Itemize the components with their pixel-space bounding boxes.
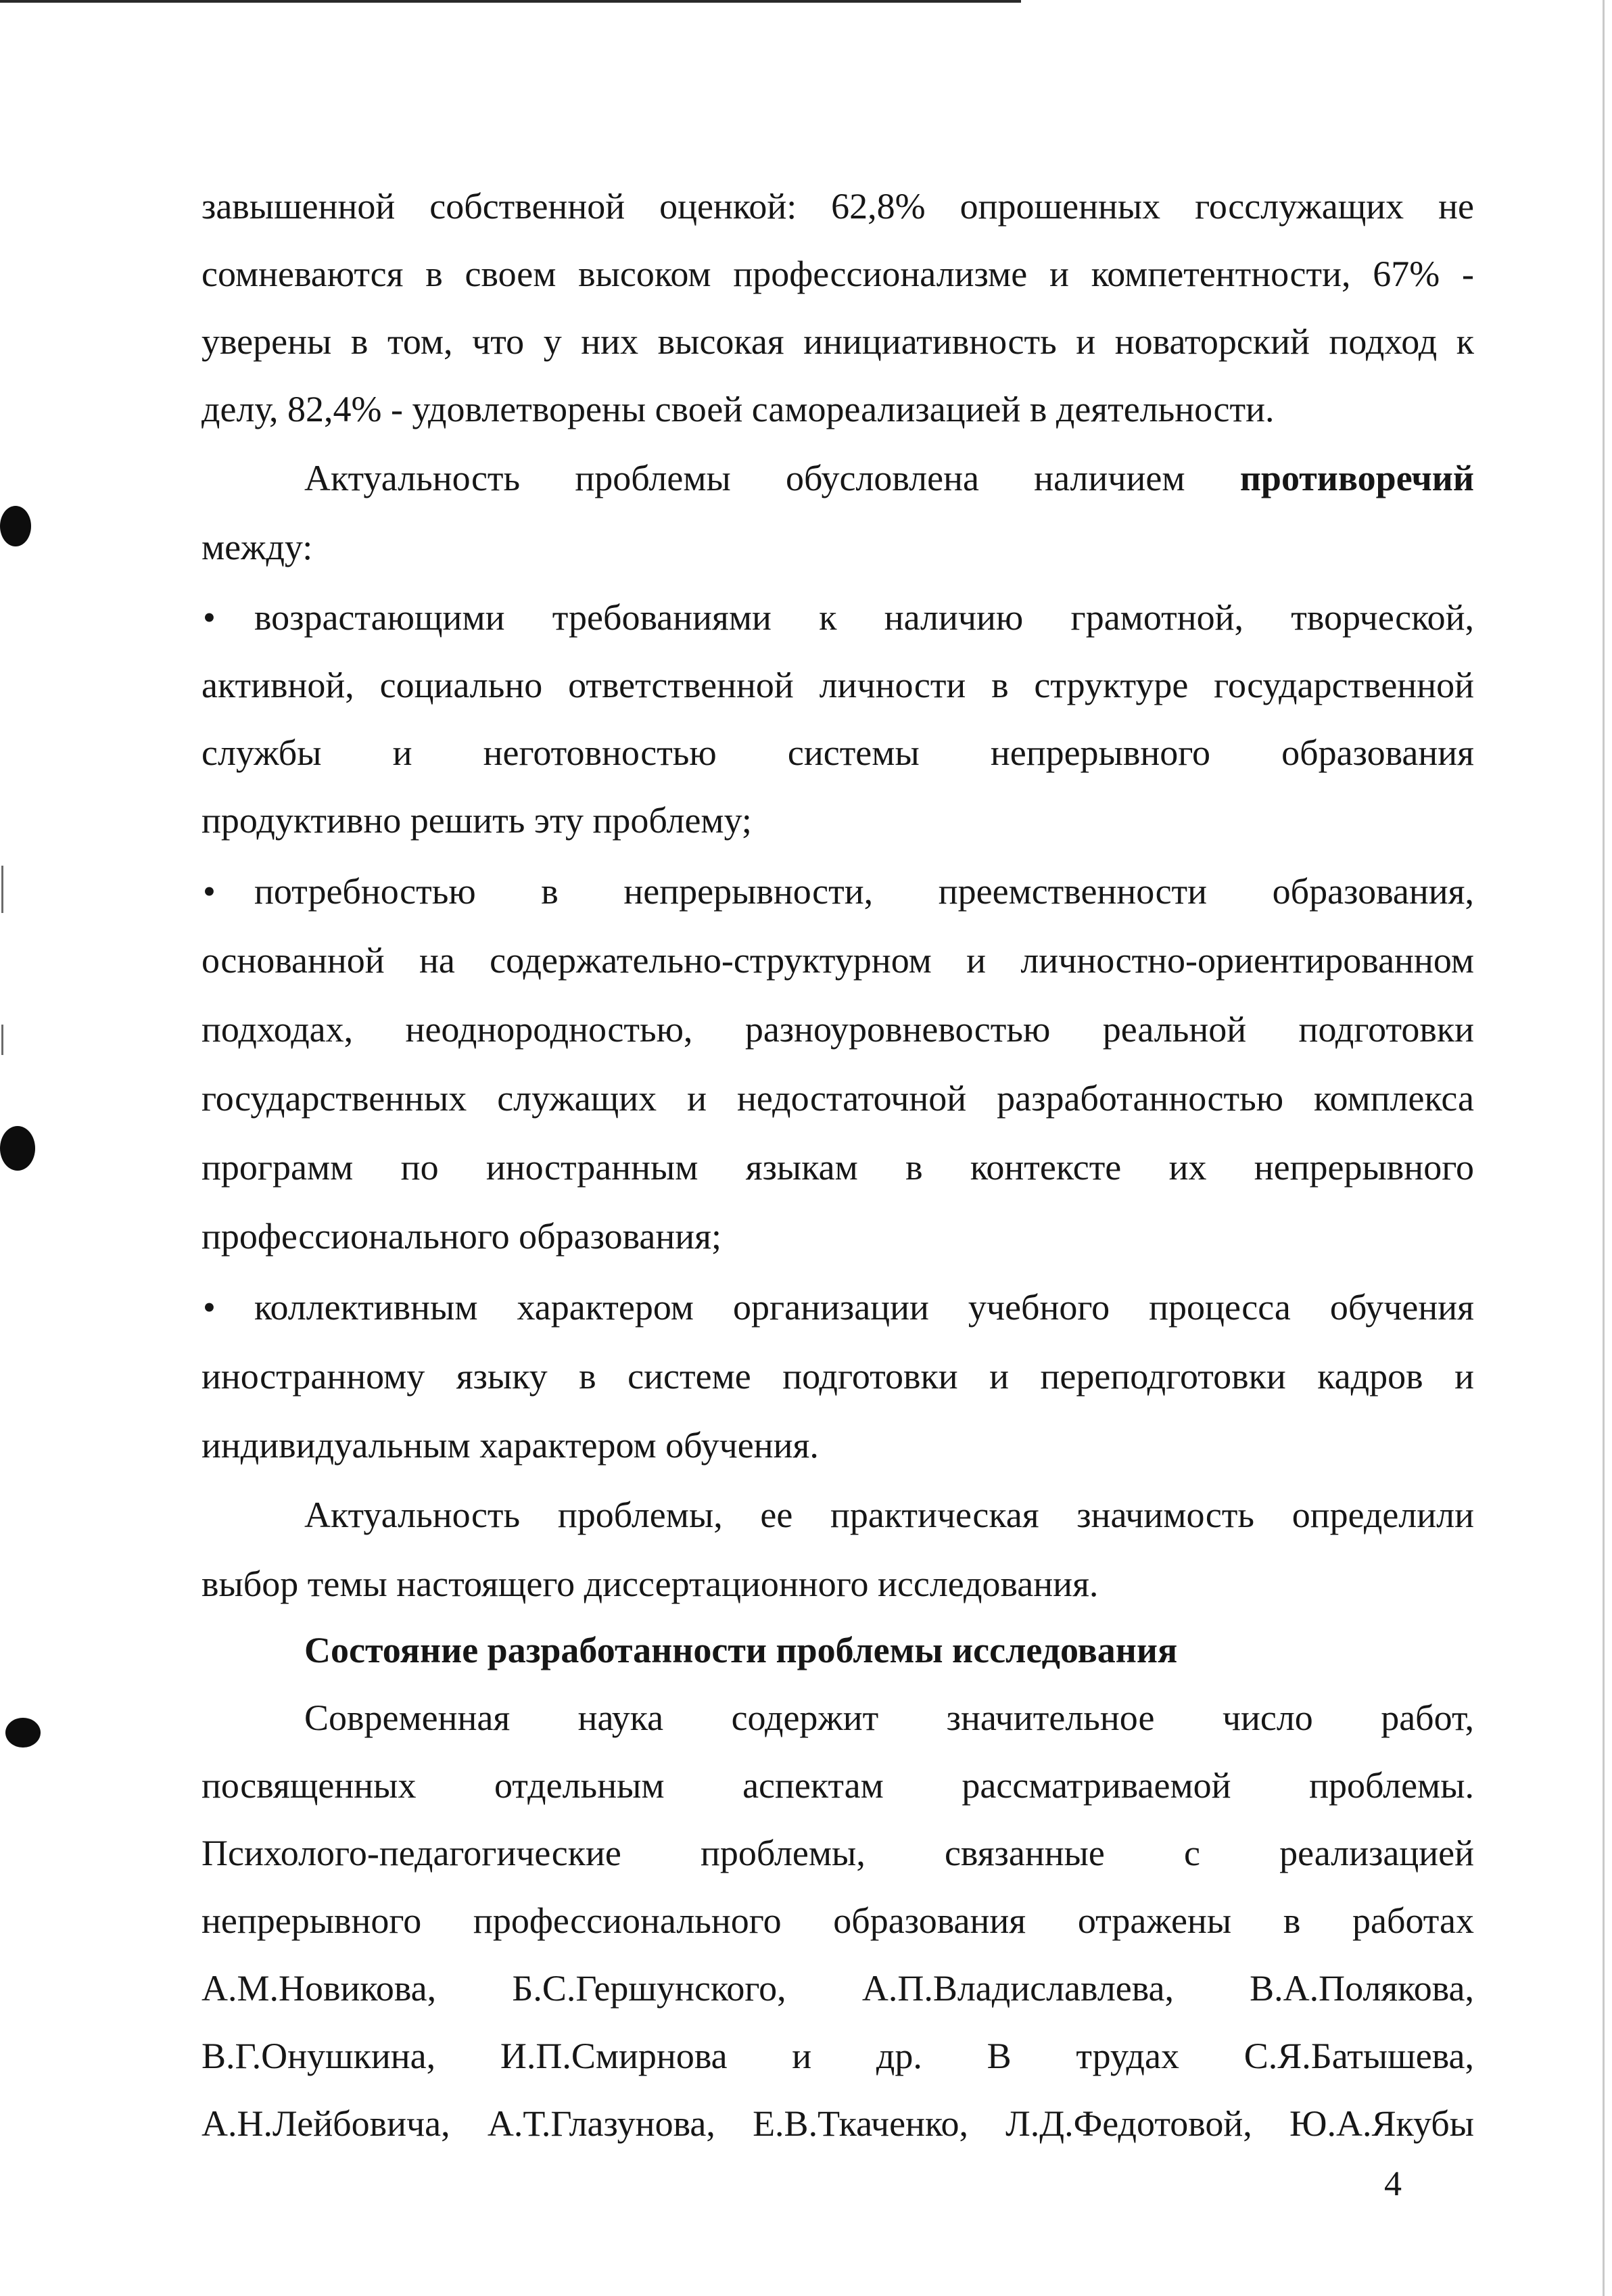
text-line: В.Г.Онушкина, И.П.Смирнова и др. В трудах С.Я.Батышева, (202, 2036, 1474, 2076)
punch-hole-mark (5, 1718, 41, 1748)
scan-edge-mark (1, 1025, 3, 1055)
text-line: посвященных отдельным аспектам рассматриваемой проблемы. (202, 1765, 1474, 1806)
text-line: иностранному языку в системе подготовки и переподготовки кадров и (202, 1356, 1474, 1397)
text-fragment: Актуальность проблемы обусловлена наличием (304, 458, 1185, 498)
text-line: А.М.Новикова, Б.С.Гершунского, А.П.Владиславлева, В.А.Полякова, (202, 1968, 1474, 2009)
text-line: индивидуальным характером обучения. (202, 1425, 819, 1466)
text-line: Современная наука содержит значительное число работ, (304, 1697, 1474, 1738)
bullet-line (203, 1273, 1474, 1341)
text-line: продуктивно решить эту проблему; (202, 800, 752, 841)
text-line: делу, 82,4% - удовлетворены своей самореализацией в деятельности. (202, 389, 1275, 429)
scan-edge-mark (1, 866, 3, 913)
section-heading: Состояние разработанности проблемы исследования (304, 1630, 1178, 1670)
text-line: службы и неготовностью системы непрерывного образования (202, 732, 1474, 773)
punch-hole-mark (0, 506, 31, 546)
scan-right-edge (1603, 0, 1605, 2296)
emphasized-term: противоречий (1239, 458, 1475, 498)
text-line: программ по иностранным языкам в контексте их непрерывного (202, 1147, 1474, 1188)
page-number: 4 (1384, 2165, 1402, 2203)
text-line: между: (202, 527, 313, 567)
bullet-text: возрастающими требованиями к наличию грамотной, творческой, (254, 597, 1474, 638)
bullet-text: коллективным характером организации учебного процесса обучения (254, 1287, 1474, 1328)
bullet-line (203, 584, 1474, 651)
text-line: А.Н.Лейбовича, А.Т.Глазунова, Е.В.Ткаченко, Л.Д.Федотовой, Ю.А.Якубы (202, 2103, 1474, 2144)
text-line: профессионального образования; (202, 1216, 721, 1257)
text-line-with-emphasis (304, 444, 1474, 512)
text-line: сомневаются в своем высоком профессионализме и компетентности, 67% - (202, 254, 1474, 294)
text-line: уверены в том, что у них высокая инициативность и новаторский подход к (202, 321, 1474, 362)
text-line: завышенной собственной оценкой: 62,8% опрошенных госслужащих не (202, 186, 1474, 227)
bullet-icon: • (203, 871, 216, 912)
punch-hole-mark (0, 1126, 35, 1171)
scan-top-edge (0, 0, 1021, 3)
text-line: Актуальность проблемы, ее практическая значимость определили (304, 1495, 1474, 1535)
text-line: активной, социально ответственной личности в структуре государственной (202, 665, 1474, 705)
text-line: Психолого-педагогические проблемы, связанные с реализацией (202, 1833, 1474, 1873)
text-line: подходах, неоднородностью, разноуровневостью реальной подготовки (202, 1009, 1474, 1050)
bullet-icon: • (203, 597, 216, 638)
text-line: непрерывного профессионального образования отражены в работах (202, 1900, 1474, 1941)
bullet-text: потребностью в непрерывности, преемственности образования, (254, 871, 1474, 912)
bullet-icon: • (203, 1287, 216, 1328)
text-line: государственных служащих и недостаточной разработанностью комплекса (202, 1078, 1474, 1119)
text-line: основанной на содержательно-структурном и личностно-ориентированном (202, 940, 1474, 981)
text-line: выбор темы настоящего диссертационного исследования. (202, 1564, 1099, 1604)
bullet-line (203, 858, 1474, 925)
